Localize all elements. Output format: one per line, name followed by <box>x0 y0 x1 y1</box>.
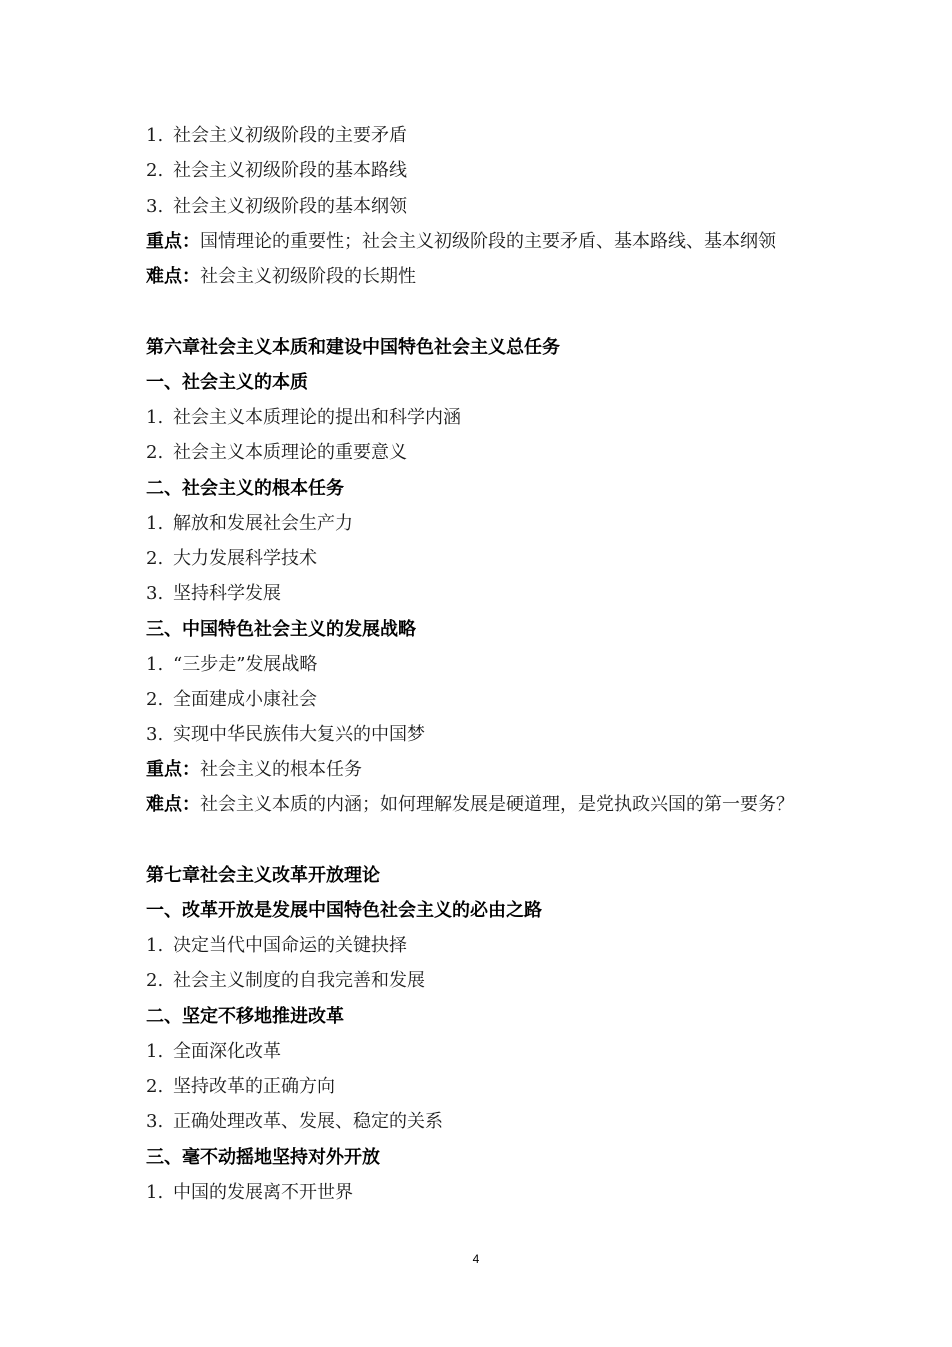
item-text: 坚持改革的正确方向 <box>173 1076 335 1097</box>
item-text: “三步走”发展战略 <box>173 654 318 675</box>
item-number: 1. <box>146 1041 164 1062</box>
key-points-text: 社会主义的根本任务 <box>200 759 362 780</box>
list-item <box>146 1181 353 1205</box>
page-number: 4 <box>472 1252 480 1266</box>
list-item <box>146 969 425 993</box>
item-number: 2. <box>146 548 164 569</box>
list-item <box>146 124 407 148</box>
chapter-title: 第六章社会主义本质和建设中国特色社会主义总任务 <box>146 337 560 358</box>
item-number: 3. <box>146 1111 164 1132</box>
item-text: 正确处理改革、发展、稳定的关系 <box>173 1111 443 1132</box>
list-item <box>146 441 407 465</box>
chapter-title: 第七章社会主义改革开放理论 <box>146 865 380 886</box>
item-number: 1. <box>146 654 164 675</box>
item-number: 1. <box>146 513 164 534</box>
section-heading: 二、社会主义的根本任务 <box>146 478 344 499</box>
item-text: 社会主义初级阶段的主要矛盾 <box>173 125 407 146</box>
list-item <box>146 159 407 183</box>
section-heading: 二、坚定不移地推进改革 <box>146 1006 344 1027</box>
list-item <box>146 1110 443 1134</box>
difficult-points-label: 难点： <box>146 794 200 815</box>
list-item <box>146 1040 281 1064</box>
key-points <box>146 758 362 782</box>
item-text: 社会主义初级阶段的基本路线 <box>173 160 407 181</box>
item-number: 3. <box>146 196 164 217</box>
list-item <box>146 688 317 712</box>
item-text: 坚持科学发展 <box>173 583 281 604</box>
item-number: 1. <box>146 407 164 428</box>
list-item <box>146 653 317 677</box>
item-text: 社会主义本质理论的重要意义 <box>173 442 407 463</box>
difficult-points <box>146 793 794 817</box>
item-text: 大力发展科学技术 <box>173 548 317 569</box>
list-item <box>146 547 317 571</box>
item-text: 决定当代中国命运的关键抉择 <box>173 935 407 956</box>
item-text: 解放和发展社会生产力 <box>173 513 353 534</box>
section-heading: 一、社会主义的本质 <box>146 372 308 393</box>
item-number: 3. <box>146 724 164 745</box>
item-number: 2. <box>146 442 164 463</box>
list-item <box>146 1075 335 1099</box>
item-number: 3. <box>146 583 164 604</box>
key-points <box>146 230 776 254</box>
item-text: 社会主义本质理论的提出和科学内涵 <box>173 407 461 428</box>
key-points-label: 重点： <box>146 759 200 780</box>
list-item <box>146 723 425 747</box>
item-text: 全面建成小康社会 <box>173 689 317 710</box>
section-heading: 一、改革开放是发展中国特色社会主义的必由之路 <box>146 900 542 921</box>
item-number: 2. <box>146 160 164 181</box>
section-heading: 三、毫不动摇地坚持对外开放 <box>146 1147 380 1168</box>
difficult-points-text: 社会主义初级阶段的长期性 <box>200 266 416 287</box>
key-points-text: 国情理论的重要性；社会主义初级阶段的主要矛盾、基本路线、基本纲领 <box>200 231 776 252</box>
list-item <box>146 512 353 536</box>
item-text: 全面深化改革 <box>173 1041 281 1062</box>
list-item <box>146 934 407 958</box>
section-heading: 三、中国特色社会主义的发展战略 <box>146 619 416 640</box>
item-number: 2. <box>146 970 164 991</box>
list-item <box>146 406 461 430</box>
difficult-points <box>146 265 416 289</box>
key-points-label: 重点： <box>146 231 200 252</box>
item-text: 中国的发展离不开世界 <box>173 1182 353 1203</box>
item-number: 2. <box>146 1076 164 1097</box>
item-text: 实现中华民族伟大复兴的中国梦 <box>173 724 425 745</box>
item-number: 1. <box>146 125 164 146</box>
item-number: 1. <box>146 935 164 956</box>
item-number: 1. <box>146 1182 164 1203</box>
list-item <box>146 195 407 219</box>
list-item <box>146 582 281 606</box>
item-number: 2. <box>146 689 164 710</box>
difficult-points-text: 社会主义本质的内涵；如何理解发展是硬道理，是党执政兴国的第一要务？ <box>200 794 794 815</box>
item-text: 社会主义初级阶段的基本纲领 <box>173 196 407 217</box>
item-text: 社会主义制度的自我完善和发展 <box>173 970 425 991</box>
difficult-points-label: 难点： <box>146 266 200 287</box>
